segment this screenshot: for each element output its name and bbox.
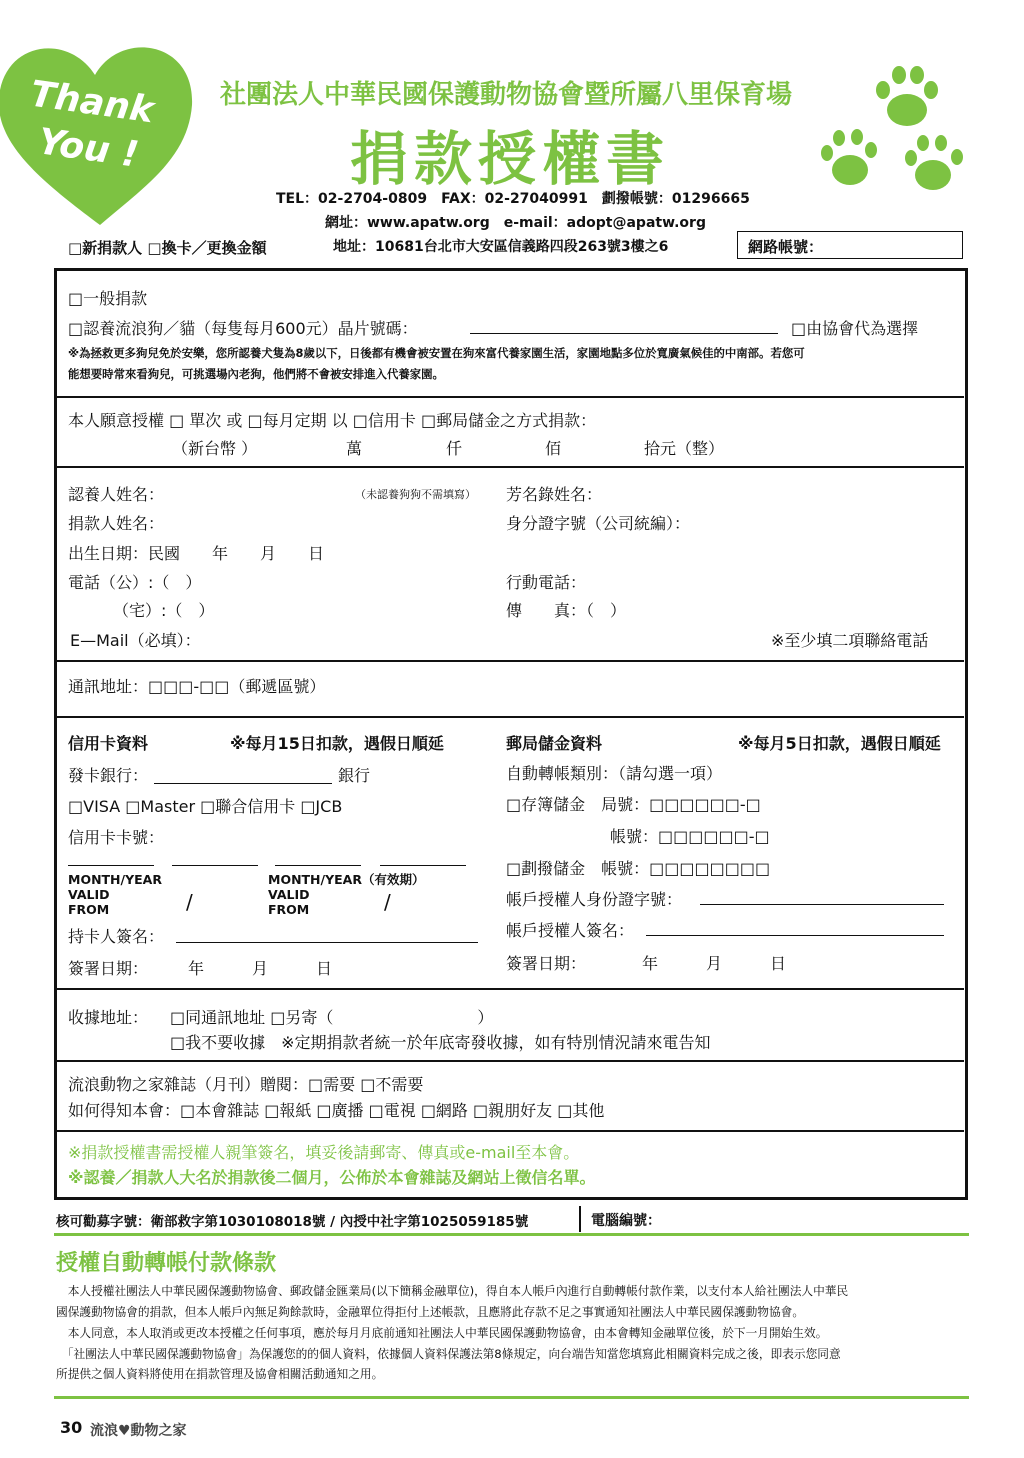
receipt-label: 收據地址： — [68, 1008, 149, 1027]
card-number-seg1[interactable] — [68, 865, 154, 866]
giro-option[interactable]: □劃撥儲金 帳號：□□□□□□□□ — [506, 859, 771, 878]
green-rule — [54, 1233, 969, 1236]
adopter-name-label[interactable]: 認養人姓名： — [68, 485, 165, 504]
signature-label: 持卡人簽名： — [68, 927, 165, 946]
authorize-line[interactable]: 本人願意授權 □ 單次 或 □每月定期 以 □信用卡 □郵局儲金之方式捐款： — [68, 411, 597, 430]
magazine-line1[interactable]: 流浪動物之家雜誌（月刊）贈閱：□需要 □不需要 — [68, 1075, 424, 1094]
mobile-label[interactable]: 行動電話： — [506, 573, 587, 592]
terms-title: 授權自動轉帳付款條款 — [56, 1251, 277, 1276]
divider — [56, 466, 964, 468]
form-title: 捐款授權書 — [350, 125, 671, 193]
card-number-seg4[interactable] — [380, 865, 466, 866]
terms-p2: 本人同意，本人取消或更改本授權之任何事項，應於每月月底前通知社團法人中華民國保護動物協會，由本會轉知金融單位後，於下一月開始生效。 — [56, 1326, 828, 1340]
valid-thru-slash[interactable]: / — [384, 890, 391, 914]
assign-option[interactable]: □由協會代為選擇 — [791, 319, 919, 338]
donor-type-checkboxes[interactable]: □新捐款人 □換卡／更換金額 — [68, 239, 267, 257]
page-number: 30 — [60, 1418, 83, 1437]
issuer-suffix: 銀行 — [338, 766, 371, 785]
amount-qian[interactable]: 仟 — [446, 439, 463, 458]
card-type-options[interactable]: □VISA □Master □聯合信用卡 □JCB — [68, 797, 343, 816]
divider — [56, 1130, 964, 1132]
amount-wan[interactable]: 萬 — [346, 439, 363, 458]
credit-title: 信用卡資料 — [68, 734, 149, 753]
issuer-field[interactable] — [154, 783, 332, 784]
license-number: 核可勸募字號：衛部救字第1030108018號 / 內授中社字第1025059185號 — [56, 1214, 529, 1230]
note-line2: 能想要時常來看狗兒，可挑選場內老狗，他們將不會被安排進入代養家園。 — [68, 367, 444, 381]
holder-id-field[interactable] — [700, 904, 944, 905]
adopter-note: （未認養狗狗不需填寫） — [355, 488, 476, 501]
fax-label[interactable]: 傳 真：（ ） — [506, 601, 627, 620]
card-number-label: 信用卡卡號： — [68, 828, 165, 847]
contact-line2: 網址：www.apatw.org e-mail：adopt@apatw.org — [325, 215, 706, 231]
postal-sign-date[interactable]: 簽署日期： 年 月 日 — [506, 954, 787, 973]
passbook-account[interactable]: 帳號：□□□□□□-□ — [610, 827, 770, 846]
amount-bai[interactable]: 佰 — [545, 439, 562, 458]
passbook-option[interactable]: □存簿儲金 局號：□□□□□□-□ — [506, 795, 761, 814]
email-label[interactable]: E—Mail（必填）： — [70, 631, 201, 650]
credit-deduct-note: ※每月15日扣款，遇假日順延 — [230, 734, 444, 753]
divider — [56, 716, 964, 718]
holder-sign-field[interactable] — [646, 935, 944, 936]
divider — [56, 1060, 964, 1062]
notice-line2: ※認養／捐款人大名於捐款後二個月，公佈於本會雜誌及網站上徵信名單。 — [68, 1168, 596, 1187]
general-donation-option[interactable]: □一般捐款 — [68, 289, 148, 308]
paw-prints-icon — [815, 65, 975, 195]
terms-p1-line1: 本人授權社團法人中華民國保護動物協會、郵政儲金匯業局(以下簡稱金融單位)，得自本人帳戶內進行自動轉帳付款作業，以支付本人給社團法人中華民 — [56, 1284, 849, 1298]
phone-home-label[interactable]: （宅）:（ ） — [113, 601, 215, 620]
online-account-label: 網路帳號： — [748, 238, 824, 256]
holder-id-label: 帳戶授權人身份證字號： — [506, 890, 683, 909]
postal-title: 郵局儲金資料 — [506, 734, 603, 753]
thank-you-line1: Thank — [27, 73, 157, 132]
terms-p1-line2: 國保護動物協會的捐款，但本人帳戶內無足夠餘款時，金融單位得拒付上述帳款，且應將此存款不足之事實通知社團法人中華民國保護動物協會。 — [56, 1305, 805, 1319]
currency-label: （新台幣 ） — [172, 439, 258, 458]
magazine-line2[interactable]: 如何得知本會：□本會雜誌 □報紙 □廣播 □電視 □網路 □親朋好友 □其他 — [68, 1101, 605, 1120]
chip-number-field[interactable] — [470, 333, 778, 334]
mailing-address-label[interactable]: 通訊地址：□□□-□□（郵遞區號） — [68, 677, 326, 696]
notice-line1: ※捐款授權書需授權人親筆簽名，填妥後請郵寄、傳真或e-mail至本會。 — [68, 1143, 580, 1162]
signature-field[interactable] — [176, 942, 478, 943]
valid-thru-label: MONTH/YEAR（有效期） VALID FROM — [268, 872, 425, 917]
contact-line1: TEL：02-2704-0809 FAX：02-27040991 劃撥帳號：01296665 — [276, 191, 750, 207]
green-rule-bottom — [54, 1396, 969, 1399]
divider — [56, 660, 964, 662]
valid-from-label: MONTH/YEAR VALID FROM — [68, 872, 162, 917]
credit-sign-date[interactable]: 簽署日期： 年 月 日 — [68, 959, 333, 978]
donor-record-name-label[interactable]: 芳名錄姓名： — [506, 485, 603, 504]
no-receipt-option[interactable]: □我不要收據 ※定期捐款者統一於年底寄發收據，如有特別情況請來電告知 — [170, 1033, 711, 1052]
divider — [56, 396, 964, 398]
valid-from-slash[interactable]: / — [186, 890, 193, 914]
phone-office-label[interactable]: 電話（公）:（ ） — [68, 573, 202, 592]
contact-note: ※至少填二項聯絡電話 — [771, 631, 929, 650]
issuer-label: 發卡銀行： — [68, 766, 149, 785]
receipt-options[interactable]: □同通訊地址 □另寄（ ） — [170, 1008, 494, 1027]
address-line: 地址：10681台北市大安區信義路四段263號3樓之6 — [333, 239, 669, 255]
id-number-label[interactable]: 身分證字號（公司統編）： — [506, 514, 691, 533]
online-account-box[interactable] — [737, 231, 963, 259]
birthdate-label[interactable]: 出生日期：民國 年 月 日 — [68, 544, 325, 563]
postal-deduct-note: ※每月5日扣款，遇假日順延 — [738, 734, 941, 753]
terms-p3-line2: 所提供之個人資料將使用在捐款管理及協會相關活動通知之用。 — [56, 1367, 384, 1381]
card-number-seg2[interactable] — [172, 865, 258, 866]
card-number-seg3[interactable] — [275, 865, 361, 866]
thank-you-line2: You ! — [35, 121, 142, 176]
amount-shi[interactable]: 拾元（整） — [644, 439, 725, 458]
org-name: 社團法人中華民國保護動物協會暨所屬八里保育場 — [220, 80, 793, 110]
magazine-name: 流浪♥動物之家 — [90, 1423, 187, 1439]
holder-sign-label: 帳戶授權人簽名： — [506, 921, 635, 940]
note-line1: ※為拯救更多狗兒免於安樂，您所認養犬隻為8歲以下，日後都有機會被安置在狗來富代養家園生活，家園地點多位於寬廣氣候佳的中南部。若您可 — [68, 346, 805, 360]
terms-p3-line1: 「社團法人中華民國保護動物協會」為保護您的的個人資料，依據個人資料保護法第8條規定，向台端告知當您填寫此相關資料完成之後，即表示您同意 — [56, 1347, 841, 1361]
donor-name-label[interactable]: 捐款人姓名： — [68, 514, 165, 533]
adopt-option[interactable]: □認養流浪狗／貓（每隻每月600元）晶片號碼： — [68, 319, 418, 338]
divider — [56, 988, 964, 990]
computer-no-label: 電腦編號： — [591, 1213, 661, 1229]
transfer-type-label: 自動轉帳類別：（請勾選一項） — [506, 764, 723, 783]
footer-divider — [579, 1206, 581, 1232]
